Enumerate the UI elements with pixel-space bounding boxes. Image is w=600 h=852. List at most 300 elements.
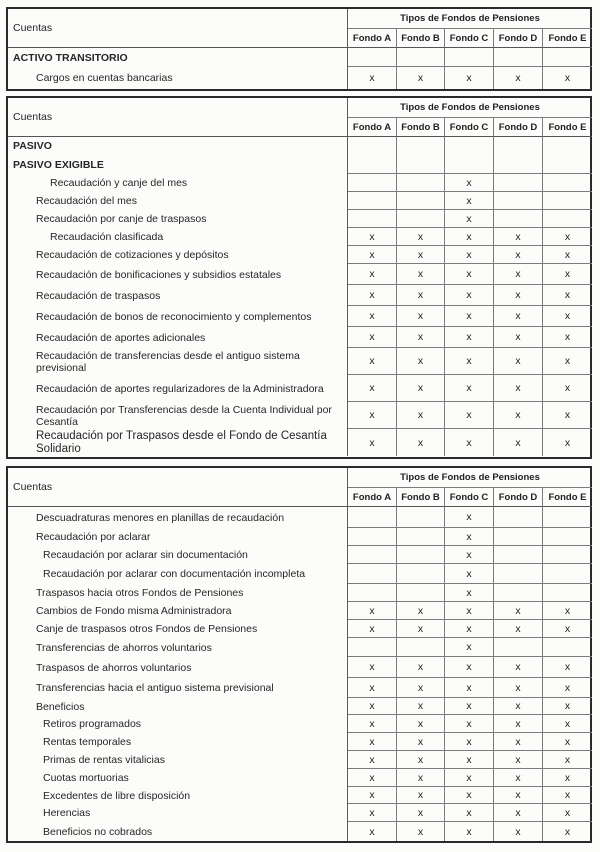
x-mark: x [466,230,472,243]
mark-cell-fondo-e [543,546,592,564]
x-mark: x [466,622,472,635]
column-header-fondo-b: Fondo B [397,488,445,507]
mark-cell-fondo-e [543,602,592,620]
mark-cell-fondo-a [348,48,397,67]
x-mark: x [515,382,521,394]
x-mark: x [369,355,375,367]
x-mark: x [417,753,424,766]
mark-cell-fondo-d [494,246,543,264]
mark-cell-fondo-a [348,733,397,751]
x-mark: x [369,72,375,84]
mark-cell-fondo-c [445,620,494,638]
x-mark: x [369,700,375,712]
x-mark: x [369,230,375,243]
mark-cell-fondo-c [445,507,494,528]
mark-cell-fondo-d [494,546,543,564]
mark-cell-fondo-c [445,546,494,564]
x-mark: x [515,355,521,367]
x-mark: x [417,717,424,730]
mark-cell-fondo-e [543,787,592,804]
x-mark: x [564,604,571,617]
mark-cell-fondo-c [445,210,494,228]
mark-cell-fondo-c [445,564,494,584]
account-label: Transferencias hacia el antiguo sistema previsional [8,678,348,698]
mark-cell-fondo-b [397,751,445,769]
mark-cell-fondo-a [348,715,397,733]
mark-cell-fondo-e [543,429,592,456]
mark-cell-fondo-b [397,507,445,528]
mark-cell-fondo-b [397,174,445,192]
x-mark: x [417,289,424,301]
mark-cell-fondo-e [543,769,592,787]
x-mark: x [417,355,424,367]
x-mark: x [515,289,521,301]
mark-cell-fondo-a [348,174,397,192]
mark-cell-fondo-c [445,804,494,822]
mark-cell-fondo-d [494,787,543,804]
x-mark: x [369,771,375,784]
mark-cell-fondo-a [348,528,397,546]
x-mark: x [417,622,424,635]
mark-cell-fondo-b [397,402,445,429]
column-header-fondo-c: Fondo C [445,488,494,507]
mark-cell-fondo-b [397,787,445,804]
mark-cell-fondo-c [445,246,494,264]
mark-cell-fondo-d [494,602,543,620]
table-pasivo-exigible [6,96,592,459]
x-mark: x [417,806,424,819]
mark-cell-fondo-a [348,375,397,402]
account-label: PASIVO [8,137,348,155]
cuentas-header: Cuentas [8,9,348,48]
x-mark: x [466,825,472,838]
mark-cell-fondo-a [348,327,397,348]
mark-cell-fondo-c [445,67,494,89]
mark-cell-fondo-d [494,620,543,638]
x-mark: x [369,289,375,301]
mark-cell-fondo-b [397,602,445,620]
mark-cell-fondo-e [543,67,592,89]
mark-cell-fondo-b [397,715,445,733]
mark-cell-fondo-e [543,564,592,584]
mark-cell-fondo-d [494,429,543,456]
account-label: PASIVO EXIGIBLE [8,155,348,174]
account-label: Recaudación por Transferencias desde la Cuenta Individual por Cesantía [8,402,348,429]
column-header-fondo-a: Fondo A [348,29,397,48]
mark-cell-fondo-e [543,678,592,698]
mark-cell-fondo-d [494,584,543,602]
column-header-fondo-e: Fondo E [543,118,592,137]
mark-cell-fondo-e [543,375,592,402]
mark-cell-fondo-b [397,48,445,67]
mark-cell-fondo-b [397,528,445,546]
account-label: Canje de traspasos otros Fondos de Pensiones [8,620,348,638]
x-mark: x [466,212,472,225]
mark-cell-fondo-c [445,174,494,192]
mark-cell-fondo-d [494,528,543,546]
mark-cell-fondo-b [397,584,445,602]
mark-cell-fondo-b [397,769,445,787]
mark-cell-fondo-e [543,192,592,210]
account-label: Recaudación de traspasos [8,285,348,306]
mark-cell-fondo-a [348,285,397,306]
mark-cell-fondo-c [445,528,494,546]
mark-cell-fondo-c [445,822,494,841]
x-mark: x [564,661,571,673]
mark-cell-fondo-e [543,174,592,192]
mark-cell-fondo-c [445,733,494,751]
mark-cell-fondo-c [445,348,494,375]
mark-cell-fondo-d [494,678,543,698]
mark-cell-fondo-c [445,678,494,698]
mark-cell-fondo-b [397,822,445,841]
column-header-fondo-a: Fondo A [348,488,397,507]
mark-cell-fondo-d [494,733,543,751]
mark-cell-fondo-d [494,137,543,174]
mark-cell-fondo-a [348,564,397,584]
x-mark: x [417,230,424,243]
mark-cell-fondo-e [543,327,592,348]
mark-cell-fondo-a [348,638,397,657]
x-mark: x [466,530,472,543]
x-mark: x [466,604,472,617]
x-mark: x [417,825,424,838]
x-mark: x [564,753,571,766]
account-label: Traspasos de ahorros voluntarios [8,657,348,678]
mark-cell-fondo-c [445,327,494,348]
x-mark: x [369,825,375,838]
x-mark: x [417,409,424,421]
account-label: Retiros programados [8,715,348,733]
column-header-fondo-c: Fondo C [445,29,494,48]
x-mark: x [466,681,472,694]
mark-cell-fondo-b [397,375,445,402]
column-header-fondo-d: Fondo D [494,29,543,48]
x-mark: x [369,310,375,322]
mark-cell-fondo-b [397,638,445,657]
fund-types-header: Tipos de Fondos de Pensiones [348,468,592,488]
mark-cell-fondo-c [445,787,494,804]
mark-cell-fondo-e [543,657,592,678]
x-mark: x [515,717,521,730]
column-header-fondo-b: Fondo B [397,29,445,48]
x-mark: x [417,310,424,322]
x-mark: x [515,230,521,243]
mark-cell-fondo-b [397,306,445,327]
mark-cell-fondo-e [543,507,592,528]
mark-cell-fondo-c [445,429,494,456]
mark-cell-fondo-b [397,192,445,210]
x-mark: x [369,331,375,343]
mark-cell-fondo-b [397,620,445,638]
x-mark: x [564,789,571,801]
x-mark: x [369,622,375,635]
mark-cell-fondo-a [348,620,397,638]
mark-cell-fondo-e [543,348,592,375]
account-label: Traspasos hacia otros Fondos de Pensiones [8,584,348,602]
x-mark: x [466,753,472,766]
x-mark: x [564,248,571,261]
mark-cell-fondo-e [543,528,592,546]
x-mark: x [369,717,375,730]
mark-cell-fondo-d [494,327,543,348]
mark-cell-fondo-b [397,804,445,822]
x-mark: x [466,331,472,343]
mark-cell-fondo-a [348,584,397,602]
account-label: Beneficios [8,698,348,715]
x-mark: x [466,789,472,801]
x-mark: x [466,248,472,261]
column-header-fondo-a: Fondo A [348,118,397,137]
account-label: Primas de rentas vitalicias [8,751,348,769]
x-mark: x [466,176,472,189]
mark-cell-fondo-d [494,48,543,67]
x-mark: x [369,789,375,801]
mark-cell-fondo-a [348,429,397,456]
x-mark: x [466,289,472,301]
account-label: Cambios de Fondo misma Administradora [8,602,348,620]
mark-cell-fondo-d [494,804,543,822]
account-label: Recaudación clasificada [8,228,348,246]
mark-cell-fondo-d [494,715,543,733]
x-mark: x [466,567,472,580]
x-mark: x [515,622,521,635]
mark-cell-fondo-e [543,228,592,246]
x-mark: x [466,717,472,730]
mark-cell-fondo-a [348,192,397,210]
mark-cell-fondo-e [543,137,592,174]
x-mark: x [417,604,424,617]
mark-cell-fondo-a [348,698,397,715]
x-mark: x [369,436,375,449]
mark-cell-fondo-d [494,192,543,210]
x-mark: x [417,735,424,748]
x-mark: x [515,825,521,838]
account-label: Recaudación de transferencias desde el antiguo sistema previsional [8,348,348,375]
x-mark: x [417,436,424,449]
account-label: Recaudación de aportes adicionales [8,327,348,348]
mark-cell-fondo-a [348,264,397,285]
x-mark: x [564,289,571,301]
mark-cell-fondo-e [543,306,592,327]
mark-cell-fondo-b [397,264,445,285]
mark-cell-fondo-a [348,246,397,264]
x-mark: x [564,382,571,394]
x-mark: x [466,355,472,367]
mark-cell-fondo-b [397,228,445,246]
account-label: Recaudación por Traspasos desde el Fondo de Cesantía Solidario [8,429,348,456]
x-mark: x [564,72,571,84]
mark-cell-fondo-c [445,48,494,67]
x-mark: x [466,661,472,673]
mark-cell-fondo-c [445,402,494,429]
x-mark: x [417,700,424,712]
mark-cell-fondo-a [348,507,397,528]
x-mark: x [564,268,571,280]
x-mark: x [564,355,571,367]
account-label: Recaudación de bonificaciones y subsidios estatales [8,264,348,285]
mark-cell-fondo-c [445,228,494,246]
mark-cell-fondo-c [445,264,494,285]
x-mark: x [515,789,521,801]
mark-cell-fondo-d [494,822,543,841]
x-mark: x [466,700,472,712]
x-mark: x [369,735,375,748]
mark-cell-fondo-e [543,698,592,715]
mark-cell-fondo-a [348,306,397,327]
mark-cell-fondo-c [445,769,494,787]
account-label: Beneficios no cobrados [8,822,348,841]
x-mark: x [564,409,571,421]
account-label: Recaudación por aclarar sin documentación [8,546,348,564]
mark-cell-fondo-d [494,402,543,429]
x-mark: x [515,268,521,280]
mark-cell-fondo-d [494,210,543,228]
x-mark: x [515,771,521,784]
mark-cell-fondo-a [348,804,397,822]
x-mark: x [515,735,521,748]
mark-cell-fondo-c [445,698,494,715]
mark-cell-fondo-d [494,769,543,787]
x-mark: x [369,661,375,673]
mark-cell-fondo-d [494,174,543,192]
mark-cell-fondo-b [397,564,445,584]
x-mark: x [417,681,424,694]
mark-cell-fondo-b [397,348,445,375]
account-label: Recaudación del mes [8,192,348,210]
mark-cell-fondo-a [348,657,397,678]
x-mark: x [466,511,472,523]
mark-cell-fondo-a [348,137,397,174]
account-label: Recaudación de cotizaciones y depósitos [8,246,348,264]
mark-cell-fondo-a [348,348,397,375]
mark-cell-fondo-b [397,285,445,306]
account-label: Cargos en cuentas bancarias [8,67,348,89]
x-mark: x [369,604,375,617]
mark-cell-fondo-c [445,751,494,769]
mark-cell-fondo-a [348,228,397,246]
x-mark: x [564,700,571,712]
x-mark: x [515,436,521,449]
x-mark: x [564,622,571,635]
mark-cell-fondo-c [445,192,494,210]
mark-cell-fondo-c [445,285,494,306]
x-mark: x [515,700,521,712]
column-header-fondo-d: Fondo D [494,118,543,137]
mark-cell-fondo-d [494,285,543,306]
mark-cell-fondo-c [445,657,494,678]
x-mark: x [466,268,472,280]
account-label: Recaudación de bonos de reconocimiento y complementos [8,306,348,327]
mark-cell-fondo-d [494,698,543,715]
x-mark: x [515,604,521,617]
account-label: ACTIVO TRANSITORIO [8,48,348,67]
x-mark: x [466,72,472,84]
mark-cell-fondo-d [494,67,543,89]
mark-cell-fondo-b [397,678,445,698]
mark-cell-fondo-b [397,657,445,678]
mark-cell-fondo-e [543,733,592,751]
table-activo-transitorio [6,7,592,91]
fund-types-header: Tipos de Fondos de Pensiones [348,98,592,118]
mark-cell-fondo-c [445,602,494,620]
x-mark: x [369,382,375,394]
mark-cell-fondo-a [348,210,397,228]
x-mark: x [564,825,571,838]
mark-cell-fondo-c [445,584,494,602]
account-label: Recaudación por aclarar con documentación incompleta [8,564,348,584]
mark-cell-fondo-d [494,507,543,528]
account-label: Recaudación y canje del mes [8,174,348,192]
x-mark: x [466,586,472,599]
mark-cell-fondo-b [397,67,445,89]
x-mark: x [466,194,472,207]
mark-cell-fondo-d [494,657,543,678]
x-mark: x [564,310,571,322]
x-mark: x [515,806,521,819]
mark-cell-fondo-b [397,429,445,456]
mark-cell-fondo-a [348,769,397,787]
mark-cell-fondo-d [494,638,543,657]
mark-cell-fondo-c [445,638,494,657]
x-mark: x [417,331,424,343]
x-mark: x [417,268,424,280]
x-mark: x [515,310,521,322]
mark-cell-fondo-a [348,787,397,804]
mark-cell-fondo-a [348,402,397,429]
x-mark: x [369,248,375,261]
x-mark: x [515,331,521,343]
x-mark: x [417,661,424,673]
mark-cell-fondo-e [543,638,592,657]
x-mark: x [417,72,424,84]
x-mark: x [564,806,571,819]
mark-cell-fondo-e [543,804,592,822]
account-label: Recaudación de aportes regularizadores de la Administradora [8,375,348,402]
x-mark: x [369,268,375,280]
mark-cell-fondo-b [397,546,445,564]
mark-cell-fondo-b [397,210,445,228]
mark-cell-fondo-a [348,751,397,769]
mark-cell-fondo-d [494,306,543,327]
column-header-fondo-d: Fondo D [494,488,543,507]
x-mark: x [417,789,424,801]
account-label: Recaudación por canje de traspasos [8,210,348,228]
x-mark: x [564,717,571,730]
account-label: Excedentes de libre disposición [8,787,348,804]
x-mark: x [466,806,472,819]
x-mark: x [369,806,375,819]
mark-cell-fondo-d [494,375,543,402]
table-pasivo-continuacion [6,466,592,843]
x-mark: x [369,409,375,421]
x-mark: x [515,753,521,766]
x-mark: x [369,753,375,766]
mark-cell-fondo-d [494,228,543,246]
x-mark: x [369,681,375,694]
x-mark: x [515,681,521,694]
mark-cell-fondo-e [543,285,592,306]
mark-cell-fondo-a [348,67,397,89]
x-mark: x [417,248,424,261]
mark-cell-fondo-e [543,246,592,264]
column-header-fondo-e: Fondo E [543,29,592,48]
mark-cell-fondo-c [445,137,494,174]
fund-types-header: Tipos de Fondos de Pensiones [348,9,592,29]
x-mark: x [515,661,521,673]
x-mark: x [515,72,521,84]
mark-cell-fondo-c [445,306,494,327]
